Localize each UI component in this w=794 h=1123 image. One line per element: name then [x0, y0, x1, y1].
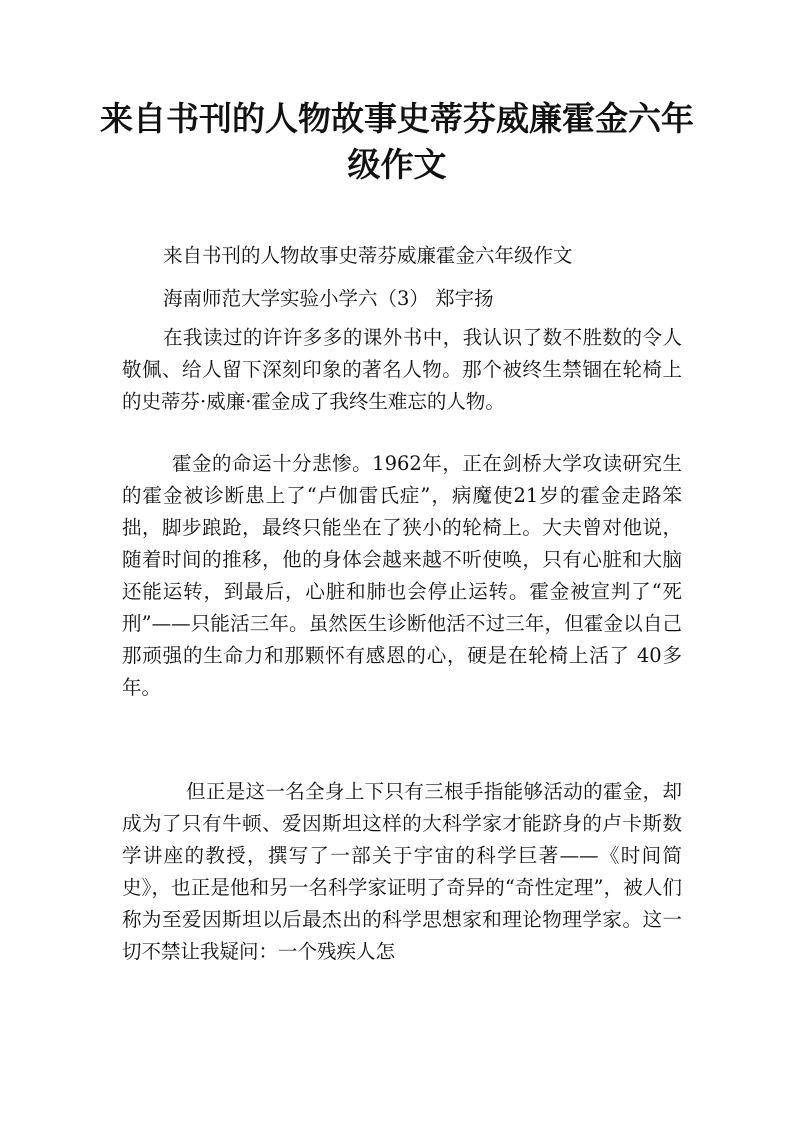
- paragraph-1: 在我读过的许许多多的课外书中，我认识了数不胜数的令人敬佩、给人留下深刻印象的著名人物。那个被终生禁锢在轮椅上的史蒂芬·威廉·霍金成了我终生难忘的人物。: [122, 326, 682, 413]
- document-title: 来自书刊的人物故事史蒂芬威廉霍金六年级作文: [100, 99, 694, 184]
- paragraph-2: 霍金的命运十分悲惨。1962年，正在剑桥大学攻读研究生的霍金被诊断患上了“卢伽雷氏症”，病魔使21岁的霍金走路笨拙，脚步踉跄，最终只能坐在了狭小的轮椅上。大夫曾对他说，随着时间的推移，他的身体会越来越不听使唤，只有心脏和大脑还能运转，到最后，心脏和肺也会停止运转。霍金被宣判了“死刑”——只能活三年。虽然医生诊断他活不过三年，但霍金以自己那顽强的生命力和那颗怀有感恩的心，硬是在轮椅上活了 40多年。: [122, 452, 682, 699]
- document-subtitle: 来自书刊的人物故事史蒂芬威廉霍金六年级作文: [163, 244, 573, 267]
- author-line: 海南师范大学实验小学六（3） 郑宇扬: [163, 287, 494, 310]
- paragraph-3: 但正是这一名全身上下只有三根手指能够活动的霍金，却成为了只有牛顿、爱因斯坦这样的大科学家才能跻身的卢卡斯数学讲座的教授，撰写了一部关于宇宙的科学巨著——《时间简史》，也正是他和另一名科学家证明了奇异的“奇性定理”，被人们称为至爱因斯坦以后最杰出的科学思想家和理论物理学家。这一切不禁让我疑问：一个残疾人怎: [122, 780, 682, 963]
